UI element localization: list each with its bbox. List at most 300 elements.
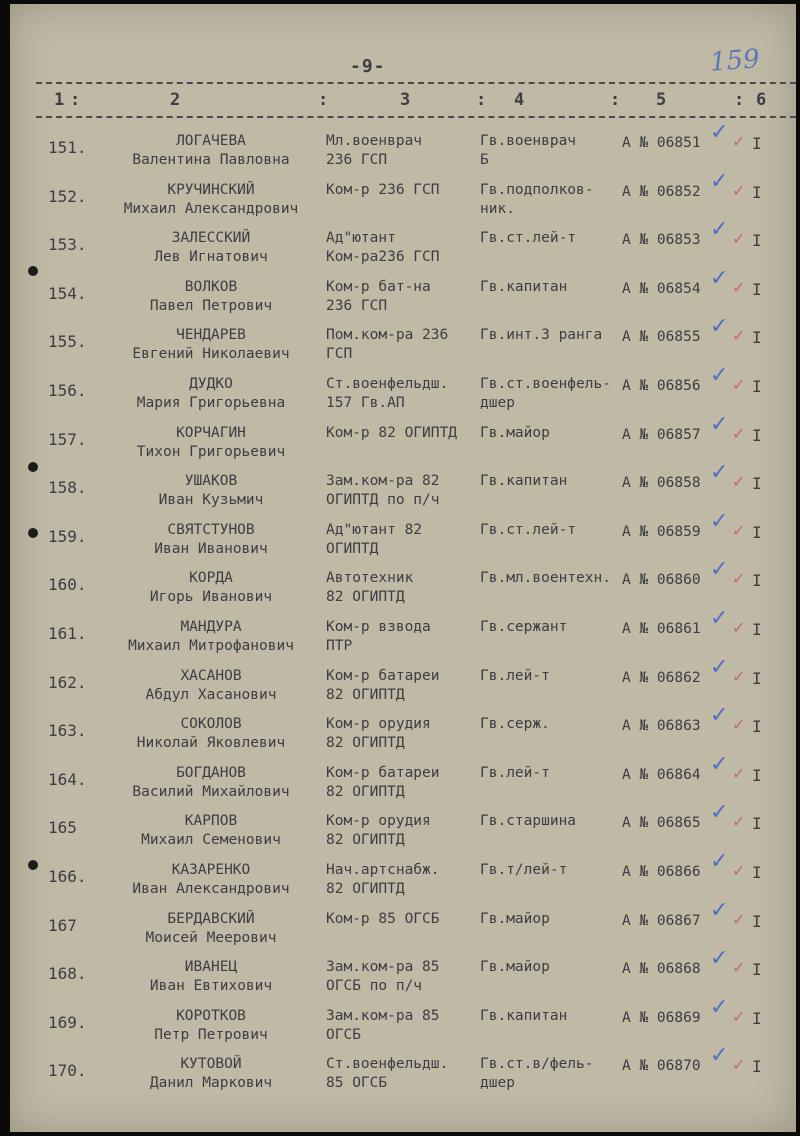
header-rule-top <box>36 82 796 84</box>
order-number: А № 06852 <box>622 183 701 200</box>
red-tick-icon: ✓ <box>732 569 746 589</box>
quantity: I <box>752 765 762 785</box>
quantity: I <box>752 425 762 445</box>
position-line-1: Ком-р орудия <box>326 716 431 733</box>
given-names: Игорь Иванович <box>149 589 273 606</box>
blue-check-icon: ✓ <box>710 363 729 388</box>
quantity: I <box>752 1057 762 1077</box>
position <box>326 521 422 559</box>
page-number: -9- <box>350 56 386 77</box>
position <box>326 132 422 170</box>
position-line-1: Ком-р 82 ОГИПТД <box>326 424 457 441</box>
blue-check-icon: ✓ <box>710 557 729 583</box>
order-number: А № 06857 <box>622 426 701 443</box>
rank-line-1: Гв.ст.в/фель- <box>480 1056 594 1073</box>
record-number: 153. <box>48 235 87 255</box>
person-name <box>106 569 316 607</box>
blue-check-icon: ✓ <box>710 265 729 291</box>
position-line-2: 82 ОГИПТД <box>326 589 405 606</box>
rank-line-2: дшер <box>480 1075 515 1092</box>
order-number: А № 06868 <box>622 961 701 978</box>
red-tick-icon: ✓ <box>732 1006 746 1026</box>
position-line-1: Ком-р 85 ОГСБ <box>326 910 440 927</box>
rank <box>480 1055 594 1093</box>
column-separator: : <box>734 90 745 110</box>
given-names: Мария Григорьевна <box>136 395 286 411</box>
table-row <box>10 800 796 860</box>
position-line-1: Ком-р орудия <box>326 813 431 830</box>
red-tick-icon: ✓ <box>732 763 746 783</box>
position-line-1: Ком-р батареи <box>326 764 440 781</box>
order-number: А № 06863 <box>622 718 701 735</box>
column-header-5: 5 <box>656 90 667 110</box>
table-row <box>10 265 796 326</box>
position <box>326 618 431 656</box>
position <box>326 472 440 510</box>
given-names: Василий Михайлович <box>132 783 290 800</box>
column-separator: : <box>318 90 329 110</box>
table-row <box>10 508 796 569</box>
position-line-2: 82 ОГИПТД <box>326 686 405 703</box>
record-number: 159. <box>48 526 87 546</box>
rank-line-1: Гв.капитан <box>480 1007 568 1024</box>
rank <box>480 1007 567 1026</box>
position-line-1: Зам.ком-ра 82 <box>326 473 440 490</box>
blue-check-icon: ✓ <box>710 314 729 340</box>
rank-line-1: Гв.старшина <box>480 813 577 830</box>
position-line-2: ОГСБ по п/ч <box>326 978 423 995</box>
position-line-2: Ком-ра236 ГСП <box>326 249 440 266</box>
red-tick-icon: ✓ <box>732 618 746 637</box>
position-line-1: Мл.военврач <box>326 133 423 149</box>
position-line-2: 157 Гв.АП <box>326 395 405 411</box>
rank-line-1: Гв.инт.3 ранга <box>480 327 603 344</box>
rank <box>480 958 550 977</box>
order-number: А № 06867 <box>622 912 701 929</box>
quantity: I <box>752 474 762 494</box>
table-row <box>10 217 796 277</box>
person-name <box>106 764 316 802</box>
rank <box>480 326 602 345</box>
surname: ИВАНЕЦ <box>184 959 238 976</box>
column-separator: : <box>610 90 621 110</box>
binding-hole <box>28 860 38 870</box>
quantity: I <box>752 960 762 980</box>
position-line-2: 82 ОГИПТД <box>326 832 405 849</box>
surname: ВОЛКОВ <box>184 278 238 295</box>
surname: МАНДУРА <box>180 619 242 635</box>
rank-line-1: Гв.ст.лей-т <box>480 521 577 538</box>
blue-check-icon: ✓ <box>710 946 729 972</box>
record-number: 156. <box>48 381 87 400</box>
column-header-6: 6 <box>756 90 767 110</box>
person-name <box>106 1055 316 1093</box>
order-number: А № 06864 <box>622 766 701 783</box>
red-tick-icon: ✓ <box>732 180 746 200</box>
order-number: А № 06865 <box>622 815 701 832</box>
rank <box>480 667 550 686</box>
surname: ЧЕНДАРЕВ <box>176 327 246 344</box>
rank <box>480 278 567 297</box>
document-sheet <box>10 4 796 1132</box>
rank-line-1: Гв.серж. <box>480 716 550 733</box>
position-line-2: ПТР <box>326 638 353 654</box>
given-names: Данил Маркович <box>149 1075 273 1092</box>
position <box>326 326 448 364</box>
person-name <box>106 181 316 219</box>
rank-line-2: ник. <box>480 200 515 217</box>
given-names: Михаил Семенович <box>141 832 281 849</box>
rank-line-1: Гв.военврач <box>480 133 577 149</box>
surname: ХАСАНОВ <box>180 667 242 684</box>
red-tick-icon: ✓ <box>732 520 746 540</box>
person-name <box>106 618 316 656</box>
red-tick-icon: ✓ <box>732 812 746 832</box>
red-tick-icon: ✓ <box>732 1055 746 1075</box>
record-number: 164. <box>48 769 87 789</box>
blue-check-icon: ✓ <box>710 800 729 826</box>
red-tick-icon: ✓ <box>732 423 746 443</box>
rank-line-1: Гв.капитан <box>480 473 568 490</box>
rank-line-1: Гв.майор <box>480 959 550 976</box>
position-line-1: Ком-р батареи <box>326 667 440 684</box>
order-number: А № 06856 <box>622 378 701 394</box>
position-line-1: Зам.ком-ра 85 <box>326 1007 440 1024</box>
given-names: Евгений Николаевич <box>132 346 290 363</box>
rank-line-1: Гв.лей-т <box>480 764 550 781</box>
rank-line-2: Б <box>480 152 489 168</box>
surname: БОГДАНОВ <box>176 764 246 781</box>
red-tick-icon: ✓ <box>732 132 746 151</box>
rank <box>480 472 567 491</box>
column-separator: : <box>70 90 81 110</box>
blue-check-icon: ✓ <box>710 849 729 874</box>
quantity: I <box>752 231 762 251</box>
table-row <box>10 849 796 909</box>
rank-line-1: Гв.майор <box>480 424 550 441</box>
record-number: 161. <box>48 624 87 643</box>
person-name <box>106 375 316 413</box>
table-row <box>10 606 796 666</box>
quantity: I <box>752 134 762 153</box>
position-line-2: 236 ГСП <box>326 152 388 168</box>
record-number: 163. <box>48 721 87 741</box>
position-line-2: ОГСБ <box>326 1026 361 1043</box>
quantity: I <box>752 1008 762 1028</box>
table-row <box>10 557 796 617</box>
table-row <box>10 703 796 763</box>
given-names: Лев Игнатович <box>154 249 268 266</box>
record-number: 152. <box>48 186 87 206</box>
person-name <box>106 910 316 948</box>
record-number: 170. <box>48 1061 87 1081</box>
record-number: 155. <box>48 332 87 352</box>
given-names: Моисей Меерович <box>145 929 277 946</box>
order-number: А № 06858 <box>622 475 701 492</box>
order-number: А № 06862 <box>622 669 701 686</box>
binding-hole <box>28 266 38 276</box>
column-header-1: 1 <box>54 90 65 110</box>
column-header-4: 4 <box>514 90 525 110</box>
blue-check-icon: ✓ <box>710 897 729 923</box>
rank-line-1: Гв.мл.воентехн. <box>480 570 611 587</box>
quantity: I <box>752 571 762 591</box>
record-number: 166. <box>48 867 87 886</box>
blue-check-icon: ✓ <box>710 606 729 631</box>
given-names: Павел Петрович <box>149 297 273 314</box>
position-line-2: 82 ОГИПТД <box>326 783 405 800</box>
person-name <box>106 229 316 267</box>
person-name <box>106 132 316 170</box>
person-name <box>106 521 316 559</box>
given-names: Иван Александрович <box>132 881 290 897</box>
quantity: I <box>752 911 762 931</box>
red-tick-icon: ✓ <box>732 472 746 492</box>
rank <box>480 229 576 248</box>
position-line-1: Зам.ком-ра 85 <box>326 959 440 976</box>
record-number: 154. <box>48 283 87 303</box>
blue-check-icon: ✓ <box>710 751 729 777</box>
position-line-2: ОГИПТД по п/ч <box>326 492 440 509</box>
position <box>326 375 448 413</box>
position-line-2: 236 ГСП <box>326 297 388 314</box>
surname: КОРОТКОВ <box>176 1007 246 1024</box>
red-tick-icon: ✓ <box>732 229 746 249</box>
given-names: Тихон Григорьевич <box>136 443 286 460</box>
quantity: I <box>752 620 762 639</box>
binding-hole <box>28 462 38 472</box>
red-tick-icon: ✓ <box>732 715 746 735</box>
position-line-2: ОГИПТД <box>326 540 379 557</box>
blue-check-icon: ✓ <box>710 120 729 145</box>
record-number: 160. <box>48 575 87 595</box>
rank <box>480 521 576 540</box>
blue-check-icon: ✓ <box>710 168 729 194</box>
rank <box>480 375 611 413</box>
red-tick-icon: ✓ <box>732 909 746 929</box>
position-line-1: Ком-р 236 ГСП <box>326 181 440 198</box>
quantity: I <box>752 863 762 882</box>
person-name <box>106 861 316 899</box>
position <box>326 181 440 200</box>
position <box>326 667 440 705</box>
record-number: 162. <box>48 672 87 692</box>
column-separator: : <box>476 90 487 110</box>
position <box>326 910 440 929</box>
position-line-2: 82 ОГИПТД <box>326 881 405 897</box>
surname: КРУЧИНСКИЙ <box>167 181 255 198</box>
position-line-1: Ком-р взвода <box>326 619 431 635</box>
order-number: А № 06861 <box>622 621 701 637</box>
table-row <box>10 751 796 812</box>
person-name <box>106 472 316 510</box>
given-names: Михаил Митрофанович <box>128 638 294 654</box>
column-header-3: 3 <box>400 90 411 110</box>
position <box>326 861 440 899</box>
given-names: Иван Кузьмич <box>158 492 264 509</box>
red-tick-icon: ✓ <box>732 861 746 880</box>
red-tick-icon: ✓ <box>732 666 746 686</box>
given-names: Валентина Павловна <box>132 152 290 168</box>
position-line-1: Ад"ютант <box>326 230 396 247</box>
order-number: А № 06854 <box>622 280 701 297</box>
position-line-1: Пом.ком-ра 236 <box>326 327 449 344</box>
header-rule-bottom <box>36 116 796 118</box>
position <box>326 1007 440 1045</box>
blue-check-icon: ✓ <box>710 460 729 486</box>
surname: КОРДА <box>189 570 233 587</box>
table-row <box>10 460 796 520</box>
position-line-1: Автотехник <box>326 570 414 587</box>
position <box>326 569 413 607</box>
surname: КОРЧАГИН <box>176 424 246 441</box>
surname: КАРПОВ <box>184 813 238 830</box>
position-line-2: ГСП <box>326 346 353 363</box>
table-row <box>10 654 796 715</box>
person-name <box>106 278 316 316</box>
position-line-2: 82 ОГИПТД <box>326 735 405 752</box>
column-header-2: 2 <box>170 90 181 110</box>
quantity: I <box>752 814 762 834</box>
position-line-1: Ст.военфельдш. <box>326 376 449 392</box>
order-number: А № 06855 <box>622 329 701 346</box>
given-names: Абдул Хасанович <box>145 686 277 703</box>
red-tick-icon: ✓ <box>732 375 746 394</box>
surname: ДУДКО <box>189 376 233 392</box>
position <box>326 764 440 802</box>
surname: КУТОВОЙ <box>180 1056 242 1073</box>
position-line-1: Ад"ютант 82 <box>326 521 423 538</box>
blue-check-icon: ✓ <box>710 217 729 243</box>
surname: СВЯТСТУНОВ <box>167 521 255 538</box>
person-name <box>106 667 316 705</box>
position-line-1: Ст.военфельдш. <box>326 1056 449 1073</box>
blue-check-icon: ✓ <box>710 1043 729 1069</box>
position <box>326 229 440 267</box>
rank <box>480 910 550 929</box>
binding-hole <box>28 528 38 538</box>
rank-line-1: Гв.ст.военфель- <box>480 376 611 392</box>
record-number: 165 <box>48 818 77 838</box>
person-name <box>106 812 316 850</box>
record-number: 157. <box>48 429 87 449</box>
surname: БЕРДАВСКИЙ <box>167 910 255 927</box>
rank-line-2: дшер <box>480 395 515 411</box>
rank <box>480 715 550 734</box>
blue-check-icon: ✓ <box>710 508 729 534</box>
person-name <box>106 1007 316 1045</box>
given-names: Михаил Александрович <box>123 200 299 217</box>
rank-line-1: Гв.т/лей-т <box>480 862 568 878</box>
person-name <box>106 326 316 364</box>
quantity: I <box>752 522 762 542</box>
rank <box>480 861 567 880</box>
order-number: А № 06870 <box>622 1058 701 1075</box>
quantity: I <box>752 279 762 299</box>
surname: УШАКОВ <box>184 473 238 490</box>
rank-line-1: Гв.майор <box>480 910 550 927</box>
blue-check-icon: ✓ <box>710 654 729 680</box>
table-row <box>10 1043 796 1103</box>
rank-line-1: Гв.капитан <box>480 278 568 295</box>
rank <box>480 812 576 831</box>
position-line-1: Ком-р бат-на <box>326 278 431 295</box>
table-row <box>10 946 796 1006</box>
record-number: 151. <box>48 138 87 157</box>
blue-check-icon: ✓ <box>710 994 729 1020</box>
quantity: I <box>752 717 762 737</box>
table-row <box>10 314 796 374</box>
red-tick-icon: ✓ <box>732 326 746 346</box>
position <box>326 715 431 753</box>
record-number: 167 <box>48 915 77 935</box>
position <box>326 1055 448 1093</box>
table-row <box>10 120 796 180</box>
order-number: А № 06853 <box>622 232 701 249</box>
rank-line-1: Гв.ст.лей-т <box>480 230 577 247</box>
blue-check-icon: ✓ <box>710 411 729 437</box>
rank <box>480 569 611 588</box>
order-number: А № 06866 <box>622 864 701 880</box>
record-number: 169. <box>48 1012 87 1032</box>
position <box>326 812 431 850</box>
rank <box>480 181 594 219</box>
table-row <box>10 994 796 1055</box>
table-row <box>10 363 796 423</box>
table-row <box>10 897 796 958</box>
record-number: 158. <box>48 478 87 498</box>
quantity: I <box>752 377 762 396</box>
position-line-2: 85 ОГСБ <box>326 1075 388 1092</box>
person-name <box>106 715 316 753</box>
person-name <box>106 424 316 462</box>
table-row <box>10 168 796 229</box>
order-number: А № 06851 <box>622 135 701 151</box>
rank <box>480 424 550 443</box>
table-row <box>10 411 796 472</box>
surname: ЗАЛЕССКИЙ <box>171 230 251 247</box>
rank <box>480 618 567 637</box>
quantity: I <box>752 328 762 348</box>
order-number: А № 06869 <box>622 1009 701 1026</box>
position <box>326 958 440 996</box>
given-names: Николай Яковлевич <box>136 735 286 752</box>
order-number: А № 06860 <box>622 572 701 589</box>
rank <box>480 764 550 783</box>
rank-line-1: Гв.сержант <box>480 619 568 635</box>
order-number: А № 06859 <box>622 523 701 540</box>
red-tick-icon: ✓ <box>732 277 746 297</box>
position <box>326 424 457 443</box>
blue-check-icon: ✓ <box>710 703 729 729</box>
position <box>326 278 431 316</box>
quantity: I <box>752 182 762 202</box>
rank-line-1: Гв.подполков- <box>480 181 594 198</box>
position-line-1: Нач.артснабж. <box>326 862 440 878</box>
rank <box>480 132 576 170</box>
person-name <box>106 958 316 996</box>
archive-page-number: 159 <box>709 44 761 78</box>
rank-line-1: Гв.лей-т <box>480 667 550 684</box>
given-names: Иван Иванович <box>154 540 268 557</box>
given-names: Иван Евтихович <box>149 978 273 995</box>
surname: СОКОЛОВ <box>180 716 242 733</box>
given-names: Петр Петрович <box>154 1026 268 1043</box>
record-number: 168. <box>48 964 87 984</box>
red-tick-icon: ✓ <box>732 958 746 978</box>
quantity: I <box>752 668 762 688</box>
surname: КАЗАРЕНКО <box>171 862 251 878</box>
